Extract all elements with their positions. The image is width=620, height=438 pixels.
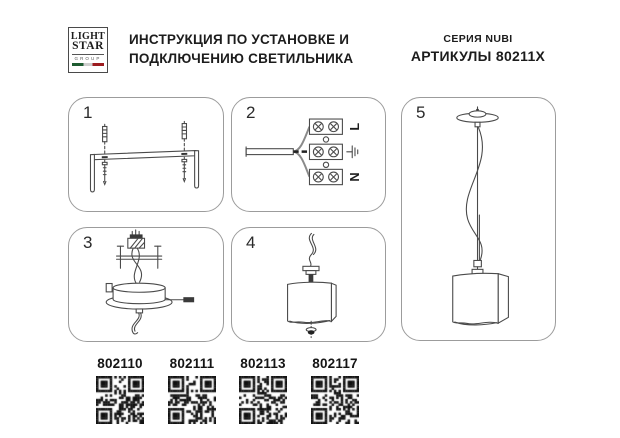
neutral-wire-label: N (346, 172, 362, 182)
logo-word-group: GROUP (74, 56, 102, 61)
step-panel-5 (401, 97, 556, 341)
step-panel-2 (231, 97, 386, 212)
article-number: 802110 (97, 356, 143, 371)
step-panel-4 (231, 227, 386, 342)
step-panel-3 (68, 227, 224, 342)
article-column (88, 357, 152, 424)
lightstar-logo (68, 27, 108, 73)
pendant-diagram-icon (402, 98, 555, 340)
step-number: 5 (416, 103, 426, 122)
step-number: 1 (83, 103, 93, 122)
step-number: 4 (246, 233, 256, 252)
step-number: 2 (246, 103, 256, 122)
wiring-diagram-icon (232, 98, 385, 211)
series-name: СЕРИЯ NUBI (443, 33, 513, 45)
article-column (231, 357, 295, 424)
canopy-diagram-icon (69, 228, 223, 341)
title-line-2: ПОДКЛЮЧЕНИЮ СВЕТИЛЬНИКА (129, 51, 354, 66)
title-line-1: ИНСТРУКЦИЯ ПО УСТАНОВКЕ И (129, 32, 350, 47)
bracket-diagram-icon (69, 98, 223, 211)
ground-symbol-icon (347, 146, 358, 158)
article-number: 802117 (312, 356, 358, 371)
article-column (160, 357, 224, 424)
qr-code (311, 376, 359, 424)
series-block (399, 33, 557, 65)
article-column (303, 357, 367, 424)
logo-word-light: LIGHT (70, 31, 106, 42)
qr-code (168, 376, 216, 424)
page-title (129, 30, 353, 68)
step-number: 3 (83, 233, 93, 252)
shade-diagram-icon (232, 228, 385, 341)
qr-code (96, 376, 144, 424)
article-number: 802111 (169, 356, 215, 371)
logo-word-star: STAR (72, 41, 104, 55)
live-wire-label: L (346, 122, 362, 131)
qr-code (239, 376, 287, 424)
articles-label: АРТИКУЛЫ 80211X (410, 48, 546, 64)
article-number: 802113 (240, 356, 286, 371)
step-panel-1 (68, 97, 224, 212)
logo-flag-bar (72, 63, 104, 66)
